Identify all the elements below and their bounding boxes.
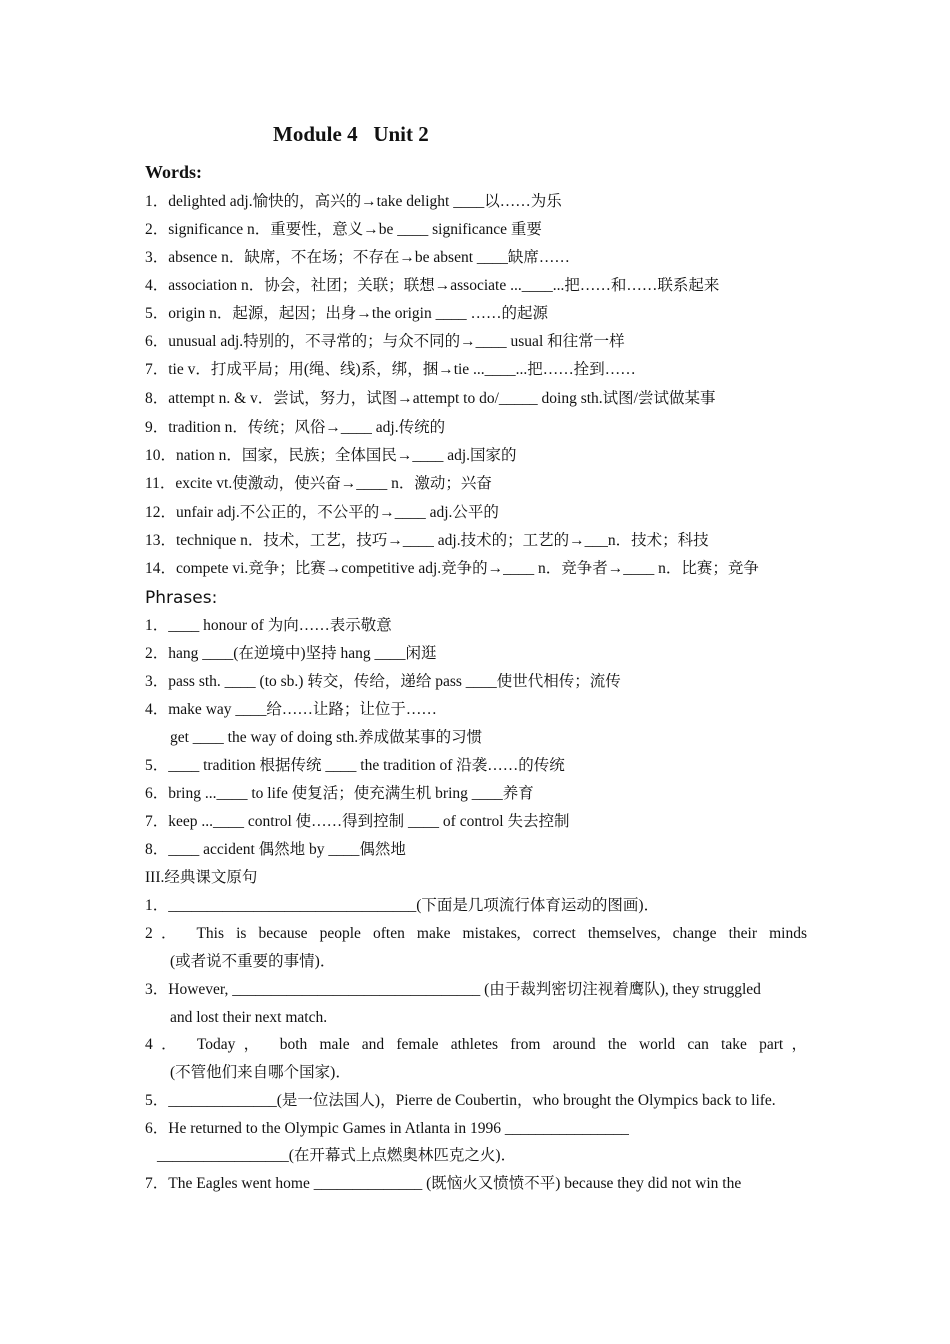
word-item: 4．association n．协会，社团；关联；联想→associate ...____...把……和……联系起来 [145, 277, 720, 294]
sentence-item: 6．He returned to the Olympic Games in Atlanta in 1996 ________________ [145, 1120, 629, 1137]
sentences-heading: III.经典课文原句 [145, 869, 258, 886]
page-title: Module 4 Unit 2 [273, 122, 429, 146]
sentence-item: 1．________________________________(下面是几项流行体育运动的图画)． [145, 897, 660, 914]
phrase-item: 7．keep ...____ control 使……得到控制 ____ of control 失去控制 [145, 813, 570, 830]
sentence-continuation: (不管他们来自哪个国家)． [170, 1064, 351, 1081]
sentence-continuation: (或者说不重要的事情)． [170, 953, 336, 970]
phrase-item: 5．____ tradition 根据传统 ____ the tradition of 沿袭……的传统 [145, 757, 565, 774]
word-item: 14．compete vi.竞争；比赛→competitive adj.竞争的→____ n．竞争者→____ n．比赛；竞争 [145, 560, 759, 577]
sentence-item: 4． Today， both male and female athletes from around the world can take part， [145, 1036, 807, 1053]
sentence-item: 2． This is because people often make mistakes, correct themselves, change their minds [145, 925, 807, 942]
word-item: 7．tie v．打成平局；用(绳、线)系，绑，捆→tie ...____...把……拴到…… [145, 361, 636, 378]
word-item: 1．delighted adj.愉快的，高兴的→take delight ____以……为乐 [145, 193, 562, 210]
phrase-item: 4．make way ____给……让路；让位于…… [145, 701, 437, 718]
word-item: 11．excite vt.使激动，使兴奋→____ n．激动；兴奋 [145, 475, 492, 492]
phrase-item: get ____ the way of doing sth.养成做某事的习惯 [170, 729, 483, 746]
word-item: 6．unusual adj.特别的，不寻常的；与众不同的→____ usual 和往常一样 [145, 333, 625, 350]
phrase-item: 2．hang ____(在逆境中)坚持 hang ____闲逛 [145, 645, 437, 662]
word-item: 13．technique n．技术，工艺，技巧→____ adj.技术的；工艺的→___n．技术；科技 [145, 532, 709, 549]
word-item: 10．nation n．国家，民族；全体国民→____ adj.国家的 [145, 447, 517, 464]
phrase-item: 1．____ honour of 为向……表示敬意 [145, 617, 392, 634]
word-item: 12．unfair adj.不公正的，不公平的→____ adj.公平的 [145, 504, 499, 521]
phrase-item: 8．____ accident 偶然地 by ____偶然地 [145, 841, 406, 858]
words-heading: Words: [145, 162, 203, 182]
phrase-item: 3．pass sth. ____ (to sb.) 转交，传给，递给 pass ____使世代相传；流传 [145, 673, 621, 690]
sentence-item: 3．However, ________________________________ (由于裁判密切注视着鹰队), they struggled [145, 981, 761, 998]
sentence-item: 5．______________(是一位法国人)，Pierre de Coubertin，who brought the Olympics back to life. [145, 1092, 776, 1109]
word-item: 3．absence n．缺席，不在场；不存在→be absent ____缺席…… [145, 249, 570, 266]
word-item: 5．origin n．起源，起因；出身→the origin ____ ……的起源 [145, 305, 548, 322]
word-item: 2．significance n．重要性，意义→be ____ significance 重要 [145, 221, 542, 238]
sentence-continuation: and lost their next match. [170, 1009, 328, 1026]
word-item: 8．attempt n. & v．尝试，努力，试图→attempt to do/_____ doing sth.试图/尝试做某事 [145, 390, 716, 407]
phrases-heading: Phrases: [145, 588, 218, 608]
sentence-item: 7．The Eagles went home ______________ (既恼火又愤愤不平) because they did not win the [145, 1175, 742, 1192]
sentence-continuation: _________________(在开幕式上点燃奥林匹克之火)． [157, 1147, 517, 1164]
phrase-item: 6．bring ...____ to life 使复活；使充满生机 bring ____养育 [145, 785, 534, 802]
word-item: 9．tradition n．传统；风俗→____ adj.传统的 [145, 419, 446, 436]
